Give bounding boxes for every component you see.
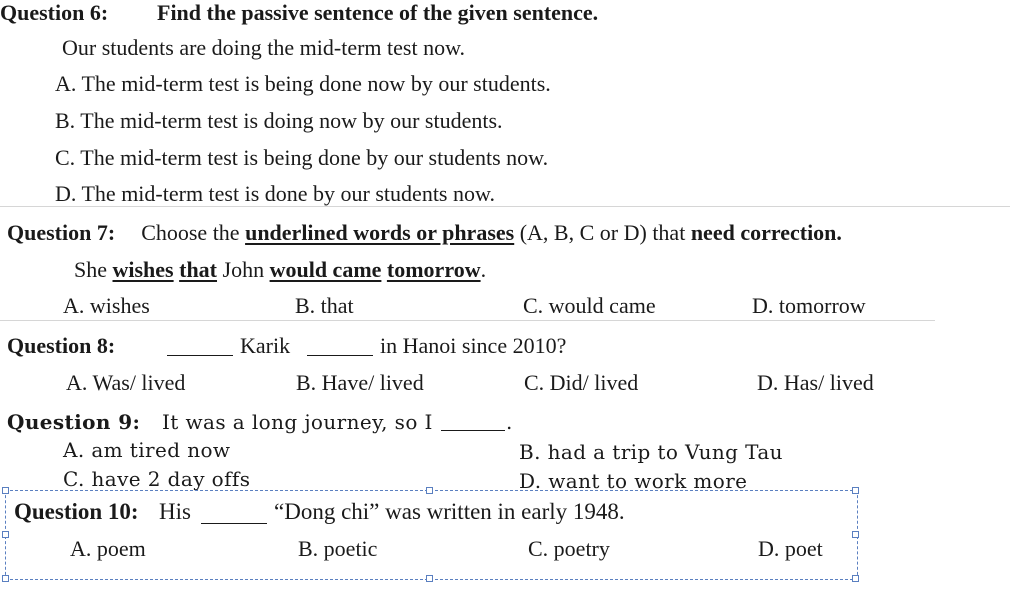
q9-option-b: B. had a trip to Vung Tau: [519, 440, 783, 464]
q7-word-she: She: [74, 257, 107, 282]
q7-instr-underlined: underlined words or phrases: [245, 220, 515, 245]
q6-given-sentence: Our students are doing the mid-term test now.: [62, 35, 466, 60]
q7-option-d: D. tomorrow: [752, 293, 866, 318]
q7-instr-abcd: (A, B, C or D) that: [519, 220, 686, 245]
q8-option-d: D. Has/ lived: [757, 370, 874, 395]
q6-option-c: C. The mid-term test is being done by our students now.: [55, 145, 549, 170]
divider: [0, 206, 1010, 207]
q7-option-a: A. wishes: [63, 293, 150, 318]
q10-option-c: C. poetry: [528, 536, 610, 561]
q6-option-d: D. The mid-term test is done by our students now.: [55, 181, 495, 206]
resize-handle[interactable]: [2, 531, 9, 538]
q9-number: Question 9:: [7, 410, 141, 434]
resize-handle[interactable]: [852, 531, 859, 538]
q8-option-c: C. Did/ lived: [524, 370, 639, 395]
divider: [0, 320, 935, 321]
resize-handle[interactable]: [2, 575, 9, 582]
q7-word-john: John: [222, 257, 265, 282]
q10-option-d: D. poet: [758, 536, 823, 561]
q9-blank: [441, 412, 505, 431]
q9-option-c: C. have 2 day offs: [63, 467, 251, 491]
q8-blank-1: [167, 337, 233, 356]
q8-blank-2: [307, 337, 373, 356]
q6-number: Question 6:: [0, 0, 109, 25]
resize-handle[interactable]: [2, 487, 9, 494]
q7-number: Question 7:: [7, 220, 116, 245]
q8-rest: in Hanoi since 2010?: [380, 333, 567, 358]
q9-stem: It was a long journey, so I: [162, 410, 433, 434]
q7-option-c: C. would came: [523, 293, 656, 318]
q7-word-tomorrow: tomorrow: [386, 257, 481, 282]
q7-period: .: [480, 257, 487, 282]
q7-sentence: [74, 257, 486, 283]
q7-instr-need: need correction.: [690, 220, 842, 245]
q10-blank: [201, 505, 267, 524]
resize-handle[interactable]: [426, 575, 433, 582]
q7-option-b: B. that: [295, 293, 354, 318]
q7-word-that: that: [179, 257, 218, 282]
q6-instruction: Find the passive sentence of the given sentence.: [157, 0, 599, 25]
q8-option-b: B. Have/ lived: [296, 370, 424, 395]
q6-option-b: B. The mid-term test is doing now by our students.: [55, 108, 503, 133]
q7-instr-choose: Choose the: [141, 220, 240, 245]
q8-number: Question 8:: [7, 333, 116, 358]
q10-his: His: [159, 499, 191, 524]
q9-period: .: [506, 410, 513, 434]
q9-option-a: A. am tired now: [63, 438, 231, 462]
q7-word-would-came: would came: [269, 257, 382, 282]
q7-word-wishes: wishes: [112, 257, 174, 282]
q10-rest: “Dong chi” was written in early 1948.: [274, 499, 625, 524]
resize-handle[interactable]: [426, 487, 433, 494]
resize-handle[interactable]: [852, 575, 859, 582]
q10-option-b: B. poetic: [298, 536, 378, 561]
q9-option-d: D. want to work more: [519, 469, 748, 493]
q6-option-a: A. The mid-term test is being done now by our students.: [55, 71, 551, 96]
q7-line: [7, 220, 842, 246]
q10-number: Question 10:: [14, 499, 139, 524]
q8-karik: Karik: [240, 333, 291, 358]
q10-option-a: A. poem: [70, 536, 146, 561]
resize-handle[interactable]: [852, 487, 859, 494]
q8-option-a: A. Was/ lived: [66, 370, 186, 395]
